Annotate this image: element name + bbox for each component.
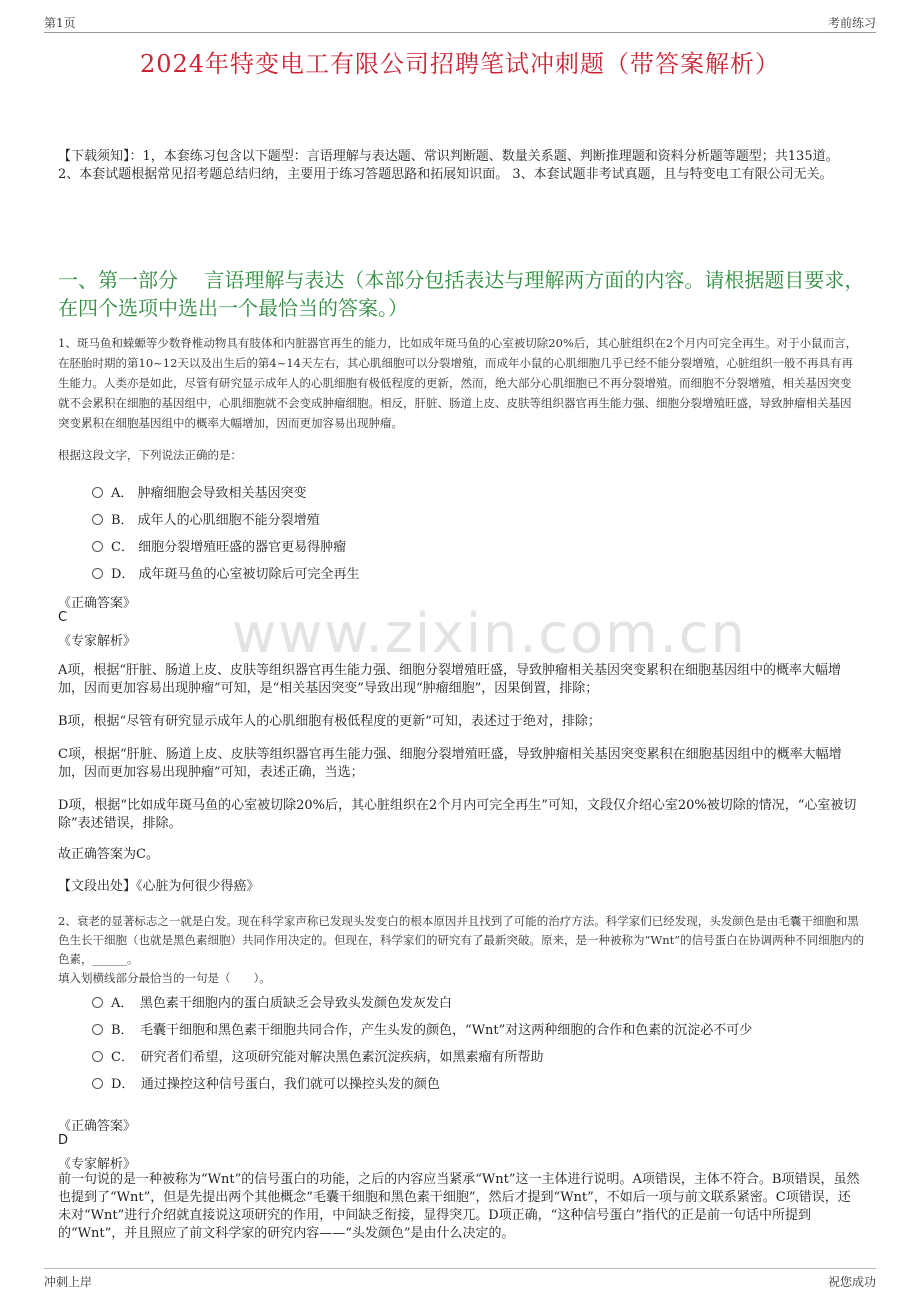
- section-heading: 一、第一部分 言语理解与表达（本部分包括表达与理解两方面的内容。请根据题目要求，在四个选项中选出一个最恰当的答案。）: [58, 268, 865, 320]
- radio-icon[interactable]: [92, 541, 103, 552]
- q2-analysis-label: 《专家解析》: [58, 1157, 137, 1172]
- option-label: D． 通过操控这种信号蛋白，我们就可以操控头发的颜色: [111, 1077, 440, 1092]
- q1-conclusion: 故正确答案为C。: [58, 847, 159, 862]
- q2-option-a[interactable]: [92, 992, 452, 1011]
- q1-option-d[interactable]: [92, 563, 360, 582]
- q1-source: 【文段出处】《心脏为何很少得癌》: [58, 879, 260, 894]
- q2-answer: D: [58, 1133, 69, 1148]
- document-title: 2024年特变电工有限公司招聘笔试冲刺题（带答案解析）: [139, 50, 781, 78]
- q2-option-d[interactable]: [92, 1073, 440, 1092]
- option-label: B． 毛囊干细胞和黑色素干细胞共同合作，产生头发的颜色，“Wnt”对这两种细胞的合作和色素的沉淀必不可少: [111, 1023, 753, 1038]
- question-2-text: [58, 912, 868, 988]
- footer-left-text: 冲刺上岸: [44, 1275, 93, 1289]
- download-notice: 【下载须知】：1，本套练习包含以下题型：言语理解与表达题、常识判断题、数量关系题、判断推理题和资料分析题等题型；共135道。 2、本套试题根据常见招考题总结归纳，主要用于练习答题思路和拓展知识面。 3、本套试题非考试真题，且与特变电工有限公司无关。: [58, 149, 839, 182]
- q1-analysis-label: 《专家解析》: [58, 634, 137, 649]
- question-2-prompt: 填入划横线部分最恰当的一句是（ ）。: [58, 971, 271, 985]
- q2-option-b[interactable]: [92, 1019, 752, 1038]
- radio-icon[interactable]: [92, 514, 103, 525]
- option-label: A． 肿瘤细胞会导致相关基因突变: [111, 486, 307, 501]
- watermark: www.zixin.com.cn: [232, 602, 747, 665]
- footer-divider: [44, 1268, 876, 1269]
- radio-icon[interactable]: [92, 487, 103, 498]
- q1-option-b[interactable]: [92, 509, 320, 528]
- q1-analysis-c: C项，根据“肝脏、肠道上皮、皮肤等组织器官再生能力强、细胞分裂增殖旺盛，导致肿瘤相关基因突变累积在细胞基因组中的概率大幅增加，因而更加容易出现肿瘤”可知，表述正确，当选；: [58, 747, 842, 780]
- option-label: A． 黑色素干细胞内的蛋白质缺乏会导致头发颜色发灰发白: [111, 996, 452, 1011]
- q1-analysis-b: B项，根据“尽管有研究显示成年人的心肌细胞有极低程度的更新”可知，表述过于绝对，排除；: [58, 714, 601, 729]
- page-number: 第1页: [44, 16, 76, 30]
- q1-option-c[interactable]: [92, 536, 346, 555]
- q1-option-a[interactable]: [92, 482, 307, 501]
- page-header: [44, 14, 876, 32]
- q1-analysis-a: A项，根据“肝脏、肠道上皮、皮肤等组织器官再生能力强、细胞分裂增殖旺盛，导致肿瘤相关基因突变累积在细胞基因组中的概率大幅增加，因而更加容易出现肿瘤”可知，是“相关基因突变”导致出现“肿瘤细胞”，因果倒置，排除；: [58, 663, 842, 696]
- option-label: C． 研究者们希望，这项研究能对解决黑色素沉淀疾病，如黑素瘤有所帮助: [111, 1050, 544, 1065]
- footer-right-text: 祝您成功: [827, 1275, 876, 1289]
- q1-answer: C: [58, 610, 68, 625]
- q1-analysis-d: D项，根据“比如成年斑马鱼的心室被切除20%后，其心脏组织在2个月内可完全再生”可知，文段仅介绍心室20%被切除的情况，“心室被切除”表述错误，排除。: [58, 798, 857, 831]
- header-right-text: 考前练习: [827, 16, 876, 30]
- radio-icon[interactable]: [92, 997, 103, 1008]
- option-label: B． 成年人的心肌细胞不能分裂增殖: [111, 513, 320, 528]
- question-1-prompt: 根据这段文字，下列说法正确的是：: [58, 448, 242, 462]
- radio-icon[interactable]: [92, 1051, 103, 1062]
- q2-answer-label: 《正确答案》: [58, 1119, 137, 1134]
- q2-analysis: 前一句说的是一种被称为“Wnt”的信号蛋白的功能，之后的内容应当紧承“Wnt”这一主体进行说明。A项错误，主体不符合。B项错误，虽然也提到了“Wnt”，但是先提出两个其他概念“毛囊干细胞和黑色素干细胞”，然后才提到“Wnt”，不如后一项与前文联系紧密。C项错误，还未对“Wnt”进行介绍就直接说这项研究的作用，中间缺乏衔接，显得突兀。D项正确，“这种信号蛋白”指代的正是前一句话中所提到的“Wnt”，并且照应了前文科学家的研究内容——“头发颜色”是由什么决定的。: [58, 1172, 860, 1241]
- q2-option-c[interactable]: [92, 1046, 543, 1065]
- radio-icon[interactable]: [92, 568, 103, 579]
- question-2-body: 2、衰老的显著标志之一就是白发。现在科学家声称已发现头发变白的根本原因并且找到了可能的治疗方法。科学家们已经发现，头发颜色是由毛囊干细胞和黑色生长干细胞（也就是黑色素细胞）共同作用决定的。但现在，科学家们的研究有了最新突破。原来，是一种被称为“Wnt”的信号蛋白在协调两种不同细胞内的色素，______。: [58, 914, 865, 966]
- q1-answer-label: 《正确答案》: [58, 596, 137, 611]
- option-label: D． 成年斑马鱼的心室被切除后可完全再生: [111, 567, 360, 582]
- radio-icon[interactable]: [92, 1024, 103, 1035]
- radio-icon[interactable]: [92, 1078, 103, 1089]
- option-label: C． 细胞分裂增殖旺盛的器官更易得肿瘤: [111, 540, 347, 555]
- question-1-text: 1、斑马鱼和蝾螈等少数脊椎动物具有肢体和内脏器官再生的能力，比如成年斑马鱼的心室被切除20%后，其心脏组织在2个月内可完全再生。对于小鼠而言，在胚胎时期的第10~12天以及出生后的第4~14天左右，其心肌细胞可以分裂增殖，而成年小鼠的心肌细胞几乎已经不能分裂增殖，心脏组织一般不再具有再生能力。人类亦是如此，尽管有研究显示成年人的心肌细胞有极低程度的更新，然而，绝大部分心肌细胞已不再分裂增殖。而细胞不分裂增殖，相关基因突变就不会累积在细胞的基因组中，心肌细胞就不会变成肿瘤细胞。相反，肝脏、肠道上皮、皮肤等组织器官再生能力强、细胞分裂增殖旺盛，导致肿瘤相关基因突变累积在细胞基因组中的概率大幅增加，因而更加容易出现肿瘤。: [58, 336, 858, 430]
- header-divider: [44, 32, 876, 33]
